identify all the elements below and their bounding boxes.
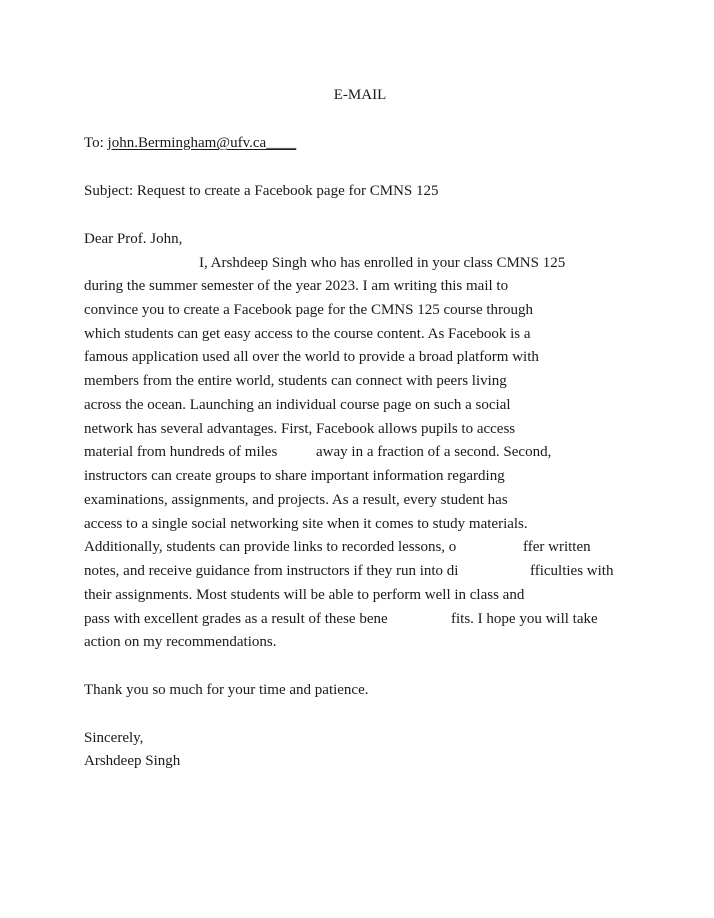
body-fragment: material from hundreds of miles [84,444,278,460]
body-line: access to a single social networking site when it comes to study materials. [84,516,528,532]
subject-line: Subject: Request to create a Facebook page for CMNS 125 [84,183,439,199]
recipient-underline-trail: ____ [266,135,297,151]
body-fragment: away in a fraction of a second. Second, [316,444,552,460]
body-line: convince you to create a Facebook page for the CMNS 125 course through [84,302,534,318]
closing: Sincerely, [84,730,144,746]
body-line: I, Arshdeep Singh who has enrolled in your class CMNS 125 [199,255,566,271]
body-line: fficulties with [530,563,614,579]
body-line: which students can get easy access to the course content. As Facebook is a [84,326,531,342]
body-line: ffer written [523,539,591,555]
body-line: during the summer semester of the year 2023. I am writing this mail to [84,278,509,294]
recipient-line [84,134,296,152]
body-line: notes, and receive guidance from instructors if they run into di [84,563,459,579]
document-title: E-MAIL [333,87,387,103]
body-line: pass with excellent grades as a result of these bene [84,611,388,627]
body-line: their assignments. Most students will be able to perform well in class and [84,587,525,603]
body-line: famous application used all over the world to provide a broad platform with [84,349,539,365]
body-line: action on my recommendations. [84,634,277,650]
to-label: To: [84,135,108,151]
greeting: Dear Prof. John, [84,231,183,247]
body-line: across the ocean. Launching an individual course page on such a social [84,397,511,413]
signature: Arshdeep Singh [84,753,181,769]
body-line [84,443,277,461]
body-line: examinations, assignments, and projects. As a result, every student has [84,492,508,508]
body-line: network has several advantages. First, Facebook allows pupils to access [84,421,516,437]
body-line: fits. I hope you will take [451,611,598,627]
body-line: instructors can create groups to share important information regarding [84,468,505,484]
recipient-email-link[interactable]: john.Bermingham@ufv.ca [107,135,267,151]
thanks-line: Thank you so much for your time and patience. [84,682,369,698]
body-line [316,443,551,461]
body-line: Additionally, students can provide links to recorded lessons, o [84,539,457,555]
body-line: members from the entire world, students can connect with peers living [84,373,507,389]
